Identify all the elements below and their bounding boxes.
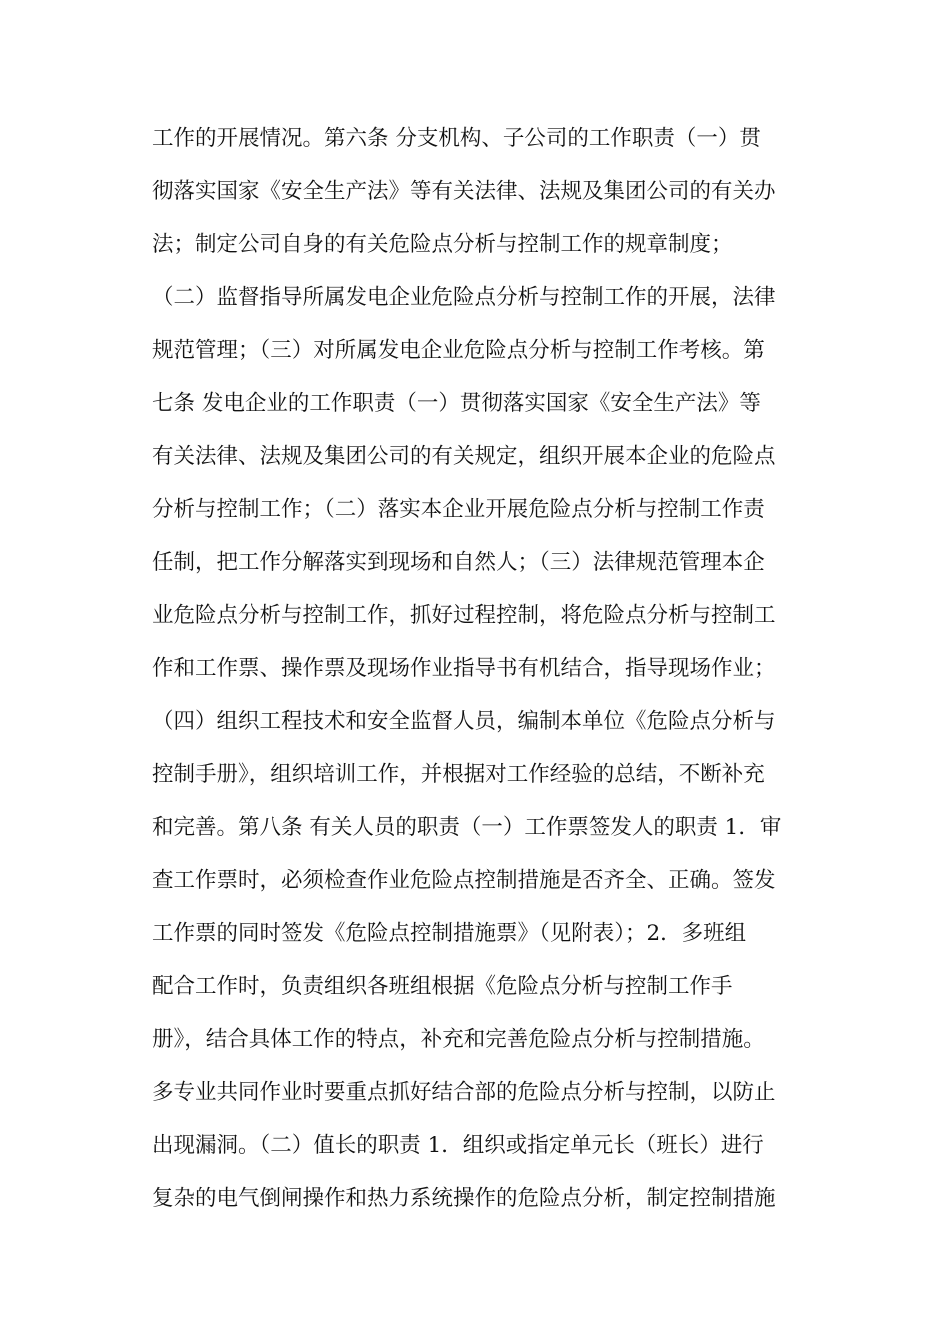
text-line: 业危险点分析与控制工作，抓好过程控制，将危险点分析与控制工 bbox=[152, 603, 776, 628]
text-line: 配合工作时，负责组织各班组根据《危险点分析与控制工作手 bbox=[152, 974, 733, 999]
text-line: 工作票的同时签发《危险点控制措施票》（见附表）；2．多班组 bbox=[152, 921, 747, 946]
text-line: 册》，结合具体工作的特点，补充和完善危险点分析与控制措施。 bbox=[152, 1027, 765, 1052]
text-line: 作和工作票、操作票及现场作业指导书有机结合，指导现场作业； bbox=[152, 656, 776, 681]
text-line: 规范管理；（三）对所属发电企业危险点分析与控制工作考核。第 bbox=[152, 338, 765, 363]
body-text bbox=[152, 112, 812, 1225]
text-line: 分析与控制工作；（二）落实本企业开展危险点分析与控制工作责 bbox=[152, 497, 765, 522]
text-line: 法；制定公司自身的有关危险点分析与控制工作的规章制度； bbox=[152, 232, 733, 257]
text-line: 有关法律、法规及集团公司的有关规定，组织开展本企业的危险点 bbox=[152, 444, 776, 469]
text-line: 工作的开展情况。第六条 分支机构、子公司的工作职责（一）贯 bbox=[152, 126, 761, 151]
text-line: 出现漏洞。（二）值长的职责 1．组织或指定单元长（班长）进行 bbox=[152, 1133, 764, 1158]
text-line: 复杂的电气倒闸操作和热力系统操作的危险点分析，制定控制措施 bbox=[152, 1186, 776, 1211]
text-line: 七条 发电企业的工作职责（一）贯彻落实国家《安全生产法》等 bbox=[152, 391, 761, 416]
text-line: 和完善。第八条 有关人员的职责（一）工作票签发人的职责 1．审 bbox=[152, 815, 782, 840]
text-line: 任制，把工作分解落实到现场和自然人；（三）法律规范管理本企 bbox=[152, 550, 765, 575]
text-line: 彻落实国家《安全生产法》等有关法律、法规及集团公司的有关办 bbox=[152, 179, 776, 204]
text-line: 查工作票时，必须检查作业危险点控制措施是否齐全、正确。签发 bbox=[152, 868, 776, 893]
text-line: （四）组织工程技术和安全监督人员，编制本单位《危险点分析与 bbox=[152, 709, 776, 734]
text-line: （二）监督指导所属发电企业危险点分析与控制工作的开展，法律 bbox=[152, 285, 776, 310]
text-line: 多专业共同作业时要重点抓好结合部的危险点分析与控制，以防止 bbox=[152, 1080, 776, 1105]
text-line: 控制手册》，组织培训工作，并根据对工作经验的总结，不断补充 bbox=[152, 762, 765, 787]
